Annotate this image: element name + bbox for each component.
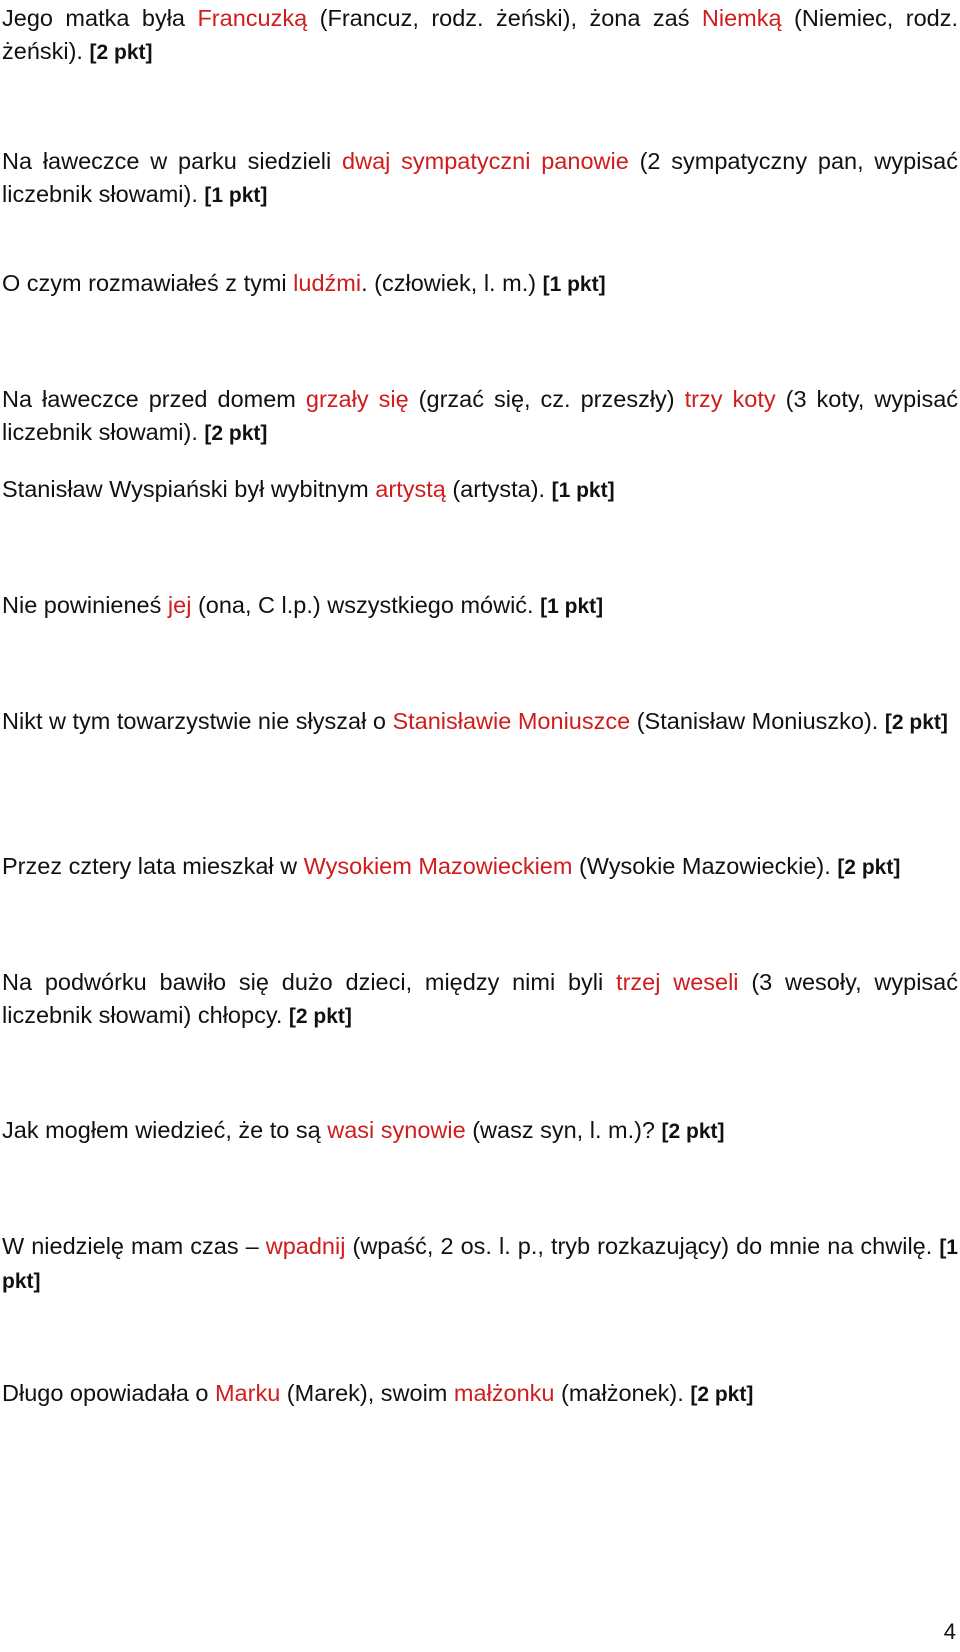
exercise-sentence <box>2 473 958 507</box>
exercise-sentence <box>2 589 958 623</box>
points-label: [2 pkt] <box>661 1120 725 1143</box>
answer-text: Marku <box>214 1380 281 1406</box>
sentence-text: (Stanisław Moniuszko). <box>630 708 885 734</box>
page-number: 4 <box>943 1619 956 1644</box>
points-label: [1 pkt] <box>542 273 606 296</box>
sentence-text: (artysta). <box>445 476 552 502</box>
answer-text: Wysokiem Mazowieckiem <box>303 853 573 879</box>
sentence-text: (Wysokie Mazowieckie). <box>572 853 838 879</box>
sentence-text: Na ławeczce w parku siedzieli <box>2 148 343 174</box>
exercise-sentence <box>2 850 958 884</box>
answer-text: grzały się <box>305 386 409 412</box>
sentence-text: Na podwórku bawiło się dużo dzieci, między nimi byli <box>2 969 617 995</box>
points-label: [2 pkt] <box>690 1383 754 1406</box>
sentence-text: (małżonek). <box>554 1380 691 1406</box>
sentence-text: (3 wesoły, wypisać liczebnik słowami) chłopcy. <box>2 969 959 1028</box>
sentence-text: (wasz syn, l. m.)? <box>465 1117 662 1143</box>
sentence-text: (3 koty, wypisać liczebnik słowami). <box>2 386 959 445</box>
points-label: [1 pkt] <box>551 479 615 502</box>
sentence-text: (2 sympatyczny pan, wypisać liczebnik słowami). <box>2 148 958 207</box>
answer-text: Niemką <box>701 5 782 31</box>
exercise-sentence <box>2 705 958 739</box>
sentence-text: Nie powinieneś <box>2 592 168 618</box>
exercise-sentence <box>2 145 958 212</box>
sentence-text: (Marek), swoim <box>280 1380 454 1406</box>
exercise-sentence <box>2 383 958 450</box>
sentence-text: (grzać się, cz. przeszły) <box>408 386 685 412</box>
points-label: [1 pkt] <box>540 595 604 618</box>
points-label: [2 pkt] <box>884 711 948 734</box>
sentence-text: W niedzielę mam czas – <box>2 1233 266 1259</box>
sentence-text: (wpaść, 2 os. l. p., tryb rozkazujący) do mnie na chwilę. <box>345 1233 940 1259</box>
exercise-sentence <box>2 1230 958 1298</box>
answer-text: ludźmi <box>293 270 362 296</box>
sentence-text: O czym rozmawiałeś z tymi <box>2 270 294 296</box>
exercise-sentence <box>2 2 958 69</box>
sentence-text: (ona, C l.p.) wszystkiego mówić. <box>191 592 541 618</box>
sentence-text: Jak mogłem wiedzieć, że to są <box>2 1117 328 1143</box>
answer-text: dwaj sympatyczni panowie <box>342 148 629 174</box>
answer-text: trzy koty <box>684 386 776 412</box>
points-label: [1 pkt] <box>2 1236 958 1293</box>
points-label: [2 pkt] <box>837 856 901 879</box>
answer-text: wasi synowie <box>327 1117 466 1143</box>
sentence-text: (Francuz, rodz. żeński), żona zaś <box>307 5 702 31</box>
exercise-sentence <box>2 267 958 301</box>
sentence-text: Na ławeczce przed domem <box>2 386 306 412</box>
answer-text: artystą <box>375 476 446 502</box>
sentence-text: Przez cztery lata mieszkał w <box>2 853 304 879</box>
answer-text: wpadnij <box>265 1233 346 1259</box>
answer-text: małżonku <box>453 1380 555 1406</box>
sentence-text: . (człowiek, l. m.) <box>361 270 543 296</box>
sentence-text: Długo opowiadała o <box>2 1380 215 1406</box>
points-label: [2 pkt] <box>204 422 268 445</box>
sentence-text: Stanisław Wyspiański był wybitnym <box>2 476 376 502</box>
sentence-text: Nikt w tym towarzystwie nie słyszał o <box>2 708 393 734</box>
sentence-text: Jego matka była <box>2 5 198 31</box>
answer-text: Stanisławie Moniuszce <box>392 708 631 734</box>
points-label: [1 pkt] <box>204 184 268 207</box>
exercise-sentence <box>2 1377 958 1411</box>
answer-text: Francuzką <box>197 5 308 31</box>
answer-text: jej <box>167 592 192 618</box>
answer-text: trzej weseli <box>616 969 739 995</box>
points-label: [2 pkt] <box>89 41 153 64</box>
exercise-sentence <box>2 966 958 1033</box>
points-label: [2 pkt] <box>288 1005 352 1028</box>
sentence-text: (Niemiec, rodz. żeński). <box>2 5 958 64</box>
exercise-sentence <box>2 1114 958 1148</box>
